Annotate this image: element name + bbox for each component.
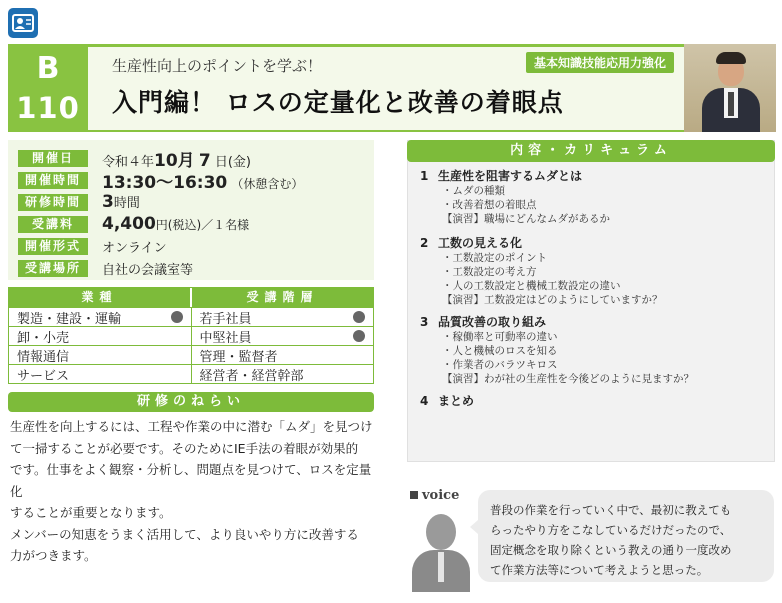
aim-line: メンバーの知恵をうまく活用して、より良いやり方に改善する [10, 526, 359, 542]
instructor-photo [684, 44, 776, 132]
section-item: ・工数設定の考え方 [442, 266, 537, 278]
info-row-time [18, 170, 304, 193]
fee-value [102, 214, 249, 234]
curriculum-section-4 [420, 393, 474, 409]
table-row [9, 345, 373, 364]
person-card-icon [8, 8, 38, 38]
level-cell [192, 308, 374, 326]
course-letter: B [36, 51, 60, 86]
level-name: 若手社員 [199, 311, 252, 327]
time-value [102, 168, 303, 193]
person-silhouette-icon [410, 506, 472, 592]
date-weekday: 日(金) [214, 154, 251, 170]
info-row-venue [18, 258, 193, 278]
info-row-duration [18, 192, 140, 212]
voice-line: らったやり方をこなしているだけだったので、 [490, 523, 732, 537]
section-item: ・人と機械のロスを知る [442, 345, 558, 357]
voice-line: 固定概念を取り除くという教えの通り一度改め [490, 543, 732, 557]
format-label: 開催形式 [18, 238, 88, 255]
course-number: 110 [16, 91, 80, 125]
industry-name: 情報通信 [17, 349, 70, 365]
curriculum-section-2 [420, 235, 663, 307]
voice-label [410, 488, 459, 503]
duration-unit: 時間 [113, 196, 140, 211]
industry-name: 製造・建設・運輸 [17, 311, 122, 327]
industry-cell [9, 327, 192, 345]
aim-line: て一掃することが必要です。そのためにIE手法の着眼が効果的 [10, 440, 359, 456]
format-value: オンライン [102, 240, 167, 256]
course-code-badge [8, 44, 88, 132]
course-title: 入門編！ ロスの定量化と改善の着眼点 [112, 88, 564, 117]
aim-line: 力がつきます。 [10, 548, 97, 563]
marked-dot-icon [353, 330, 365, 342]
date-month: 10月 [154, 150, 195, 171]
fee-label: 受講料 [18, 216, 88, 233]
level-name: 経営者・経営幹部 [199, 368, 304, 384]
square-bullet-icon [410, 491, 418, 499]
section-item: ・稼働率と可動率の違い [442, 331, 558, 343]
section-number: 1 [420, 169, 429, 183]
section-title [420, 235, 663, 251]
curriculum-heading: 内容・カリキュラム [407, 140, 775, 162]
level-header: 受講階層 [246, 290, 319, 304]
industry-name: サービス [17, 368, 70, 384]
curriculum-section-1 [420, 168, 610, 226]
section-title [420, 168, 610, 184]
aim-text [10, 416, 376, 567]
voice-bubble [478, 490, 774, 582]
section-number: 3 [420, 315, 429, 329]
target-table-header [9, 288, 373, 307]
category-tag: 基本知識技能応用力強化 [526, 52, 674, 73]
section-number: 4 [420, 394, 429, 408]
section-title-text: 生産性を阻害するムダとは [438, 169, 583, 183]
fee-unit: 円(税込)／１名様 [155, 218, 250, 232]
section-item: ・人の工数設定と機械工数設定の違い [442, 280, 621, 292]
section-title-text: まとめ [438, 394, 475, 408]
level-cell [192, 346, 374, 364]
aim-line: 生産性を向上するには、工程や作業の中に潜む「ムダ」を見つけ [10, 419, 373, 434]
date-day: 7 [198, 150, 211, 171]
venue-value: 自社の会議室等 [102, 262, 194, 278]
section-title-text: 品質改善の取り組み [438, 315, 547, 329]
section-item: 【演習】工数設定はどのようにしていますか？ [442, 294, 663, 306]
section-item: ・ムダの種類 [442, 185, 505, 197]
aim-line: です。仕事をよく観察・分析し、問題点を見つけて、ロスを定量化 [10, 462, 372, 499]
section-title [420, 393, 474, 409]
target-table [8, 287, 374, 384]
venue-label: 受講場所 [18, 260, 88, 277]
level-cell [192, 365, 374, 383]
industry-cell [9, 365, 192, 383]
section-item: 【演習】わが社の生産性を今後どのように見ますか？ [442, 373, 694, 385]
section-title [420, 314, 694, 330]
voice-line: て作業方法等について考えようと思った。 [490, 563, 709, 577]
aim-heading: 研修のねらい [8, 392, 374, 412]
level-cell [192, 327, 374, 345]
time-label: 開催時間 [18, 172, 88, 189]
section-title-text: 工数の見える化 [438, 236, 523, 250]
section-number: 2 [420, 236, 429, 250]
section-item: ・改善着想の着眼点 [442, 199, 537, 211]
title-band [88, 44, 684, 132]
table-row [9, 326, 373, 345]
voice-label-text: voice [422, 488, 460, 503]
industry-name: 卸・小売 [17, 330, 70, 346]
time-note: （休憩含む） [231, 176, 304, 191]
info-row-date [18, 148, 251, 171]
date-era: 令和４年 [102, 154, 155, 170]
marked-dot-icon [171, 311, 183, 323]
fee-amount: 4,400 [102, 214, 156, 234]
info-row-fee [18, 214, 249, 234]
section-item: ・作業者のバラツキロス [442, 359, 558, 371]
table-row [9, 364, 373, 383]
table-row [9, 307, 373, 326]
duration-hours: 3 [102, 192, 114, 212]
section-item: ・工数設定のポイント [442, 252, 547, 264]
info-row-format [18, 236, 167, 256]
level-name: 中堅社員 [199, 330, 252, 346]
duration-label: 研修時間 [18, 194, 88, 211]
duration-value [102, 192, 140, 212]
date-label: 開催日 [18, 150, 88, 167]
level-name: 管理・監督者 [199, 349, 278, 365]
course-info-panel [8, 140, 374, 280]
industry-cell [9, 308, 192, 326]
industry-cell [9, 346, 192, 364]
aim-line: することが重要となります。 [10, 505, 172, 520]
voice-line: 普段の作業を行っていく中で、最初に教えても [490, 503, 732, 517]
course-subtitle: 生産性向上のポイントを学ぶ！ [112, 57, 323, 75]
section-item: 【演習】職場にどんなムダがあるか [442, 213, 610, 225]
marked-dot-icon [353, 311, 365, 323]
industry-header: 業種 [9, 288, 192, 307]
course-header [8, 44, 776, 132]
curriculum-section-3 [420, 314, 694, 386]
time-range: 13:30～16:30 [102, 172, 228, 193]
